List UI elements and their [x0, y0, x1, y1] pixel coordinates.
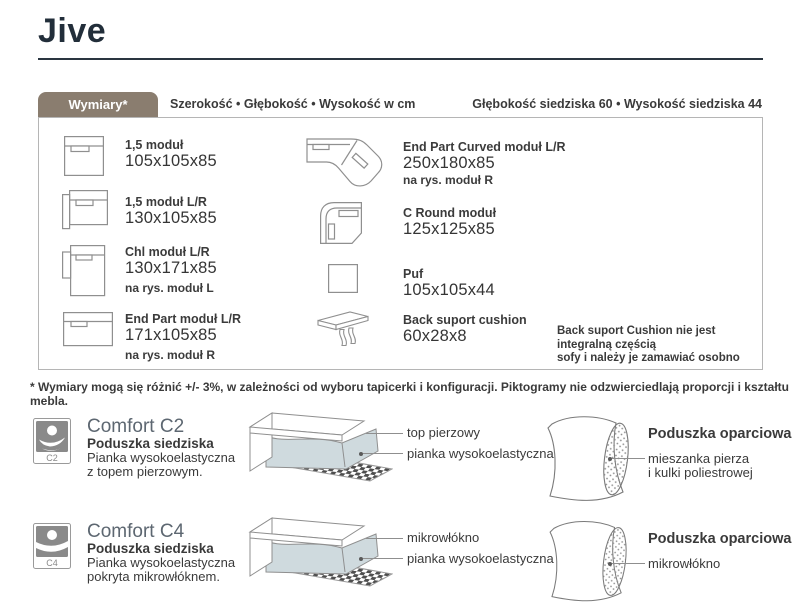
back-pillow-diagram-c4	[536, 517, 640, 607]
module-entry	[403, 207, 496, 239]
module-size: 130x171x85	[125, 259, 217, 277]
module-puf-icon	[328, 264, 358, 293]
module-entry	[125, 196, 217, 228]
dimensions-header-right: Głębokość siedziska 60 • Wysokość siedziska 44	[472, 97, 762, 111]
module-entry	[125, 313, 241, 362]
module-size: 125x125x85	[403, 220, 495, 238]
page-title: Jive	[38, 12, 107, 50]
module-chaise-icon	[62, 245, 108, 297]
pillow-label: mikrowłókno	[648, 556, 721, 571]
module-size: 250x180x85	[403, 154, 495, 172]
module-note: na rys. moduł R	[403, 173, 494, 187]
module-1-5-icon	[64, 136, 104, 176]
module-name: C Round moduł	[403, 206, 497, 220]
pillow-label: i kulki poliestrowej	[648, 465, 753, 480]
cushion-label-bottom: pianka wysokoelastyczna	[407, 551, 554, 566]
comfort-c4-badge-label: C4	[46, 558, 58, 568]
module-entry	[403, 268, 495, 300]
comfort-c4-subtitle: Poduszka siedziska	[87, 541, 214, 556]
module-size: 171x105x85	[125, 326, 217, 344]
module-note: na rys. moduł R	[125, 348, 216, 362]
module-name: End Part Curved moduł L/R	[403, 140, 566, 154]
cushion-label-top: mikrowłókno	[407, 530, 480, 545]
module-entry	[403, 314, 527, 346]
module-size: 105x105x85	[125, 152, 217, 170]
comfort-c4-desc: pokryta mikrowłóknem.	[87, 569, 220, 584]
module-name: Puf	[403, 267, 424, 281]
module-size: 105x105x44	[403, 281, 495, 299]
back-cushion-note: Back suport Cushion nie jest integralną częścią sofy i należy je zamawiać osobno	[557, 325, 740, 364]
comfort-c2-desc: z topem pierzowym.	[87, 464, 203, 479]
comfort-c4-title: Comfort C4	[87, 521, 185, 542]
title-divider	[38, 58, 763, 60]
pointer-line	[612, 563, 645, 564]
pillow-title-c2: Poduszka oparciowa	[648, 426, 792, 442]
pointer-line	[363, 453, 403, 454]
comfort-c2-desc: Pianka wysokoelastyczna	[87, 450, 236, 465]
comfort-c2-icon	[33, 418, 71, 464]
module-entry	[125, 139, 217, 171]
seat-cushion-diagram-c2	[238, 411, 393, 493]
pointer-line	[363, 558, 403, 559]
module-entry	[125, 246, 217, 295]
pointer-line	[366, 433, 403, 434]
module-name: Chl moduł L/R	[125, 245, 210, 259]
module-size: 130x105x85	[125, 209, 217, 227]
module-back-cushion-icon	[317, 310, 369, 347]
module-name: End Part moduł L/R	[125, 312, 241, 326]
seat-cushion-diagram-c4	[238, 516, 393, 598]
module-name: 1,5 moduł L/R	[125, 195, 207, 209]
cushion-label-top: top pierzowy	[407, 425, 480, 440]
module-size: 60x28x8	[403, 327, 467, 345]
module-endpart-icon	[63, 312, 113, 348]
tab-wymiary: Wymiary*	[38, 92, 158, 117]
pillow-title-c4: Poduszka oparciowa	[648, 531, 792, 547]
cushion-label-bottom: pianka wysokoelastyczna	[407, 446, 554, 461]
comfort-c4-desc: Pianka wysokoelastyczna	[87, 555, 236, 570]
module-note: na rys. moduł L	[125, 281, 214, 295]
comfort-c2-subtitle: Poduszka siedziska	[87, 436, 214, 451]
pillow-label: mieszanka pierza	[648, 451, 750, 466]
back-pillow-diagram-c2	[536, 412, 640, 507]
module-entry	[403, 141, 566, 187]
comfort-c2-badge-label: C2	[46, 453, 58, 463]
module-c-round-icon	[320, 202, 362, 244]
dimensions-header-left: Szerokość • Głębokość • Wysokość w cm	[170, 97, 416, 111]
pointer-line	[612, 458, 645, 459]
module-name: Back suport cushion	[403, 313, 527, 327]
pointer-line	[366, 538, 403, 539]
dimensions-footnote: * Wymiary mogą się różnić +/- 3%, w zależności od wyboru tapicerki i konfiguracji. Piktogramy nie odzwierciedlają proporcji i kształtu mebla.	[30, 380, 789, 408]
comfort-c4-icon	[33, 523, 71, 569]
module-name: 1,5 moduł	[125, 138, 184, 152]
comfort-c2-title: Comfort C2	[87, 416, 185, 437]
module-1-5-lr-icon	[62, 190, 108, 230]
module-endpart-curved-icon	[305, 134, 387, 192]
